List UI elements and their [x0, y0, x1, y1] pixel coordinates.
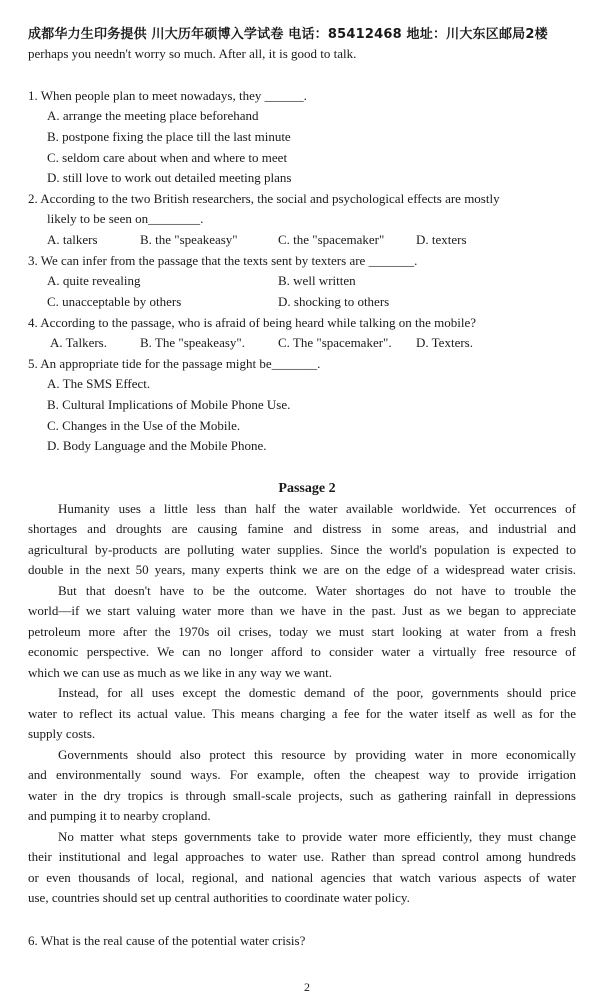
paragraph-2-line-3: petroleum more after the 1970s oil crises, today we must start looking at water from a fresh	[28, 624, 576, 639]
question-2-option-a: A. talkers	[47, 232, 98, 247]
passage-title: Passage 2	[278, 481, 336, 496]
question-1-option-b: B. postpone fixing the place till the last minute	[47, 129, 291, 144]
paragraph-3-line-2: water to reflect its actual value. This means charging a fee for the water itself as well as for the	[28, 706, 576, 721]
paragraph-4-line-2: and environmentally sound ways. For example, often the cheapest way to provide irrigation	[28, 767, 576, 782]
paragraph-4-line-3: water in the dry tropics is through small-scale projects, such as gathering rainfall in depressions	[28, 788, 576, 803]
page-header: 成都华力生印务提供 川大历年硕博入学试卷 电话：85412468 地址：川大东区邮局2楼	[28, 27, 548, 42]
question-4-stem: 4. According to the passage, who is afraid of being heard while talking on the mobile?	[28, 315, 477, 330]
question-6-stem: 6. What is the real cause of the potential water crisis?	[28, 933, 306, 948]
question-5-stem: 5. An appropriate tide for the passage might be_______.	[28, 356, 321, 371]
question-2-option-b: B. the "speakeasy"	[140, 232, 238, 247]
question-2-option-d: D. texters	[416, 232, 467, 247]
paragraph-4-line-1: Governments should also protect this resource by providing water in more economically	[58, 747, 576, 762]
question-2-stem-line-2: likely to be seen on________.	[47, 211, 204, 226]
paragraph-3-line-1: Instead, for all uses except the domestic demand of the poor, governments should price	[58, 685, 576, 700]
paragraph-1-line-1: Humanity uses a little less than half the water available worldwide. Yet occurrences of	[58, 501, 576, 516]
paragraph-5-line-2: their institutional and legal approaches to water use. Rather than spread control among hundreds	[28, 849, 576, 864]
question-4-option-c: C. The "spacemaker".	[278, 335, 392, 350]
question-5-option-a: A. The SMS Effect.	[47, 376, 151, 391]
paragraph-2-line-4: economic perspective. We can no longer afford to consider water a virtually free resource of	[28, 644, 576, 659]
paragraph-4-line-4: and pumping it to nearby cropland.	[28, 808, 211, 823]
question-5-option-d: D. Body Language and the Mobile Phone.	[47, 438, 267, 453]
question-1-option-a: A. arrange the meeting place beforehand	[47, 108, 259, 123]
paragraph-2-line-2: world—if we start valuing water more than we have in the past. Just as we began to appreciate	[28, 603, 576, 618]
paragraph-5-line-3: or even thousands of local, regional, and national agencies that watch various aspects of water	[28, 870, 576, 885]
question-3-option-a: A. quite revealing	[47, 273, 141, 288]
paragraph-1-line-3: agricultural by-products are polluting water supplies. Since the world's population is expected to	[28, 542, 576, 557]
paragraph-2-line-5: which we can use as much as we like in any way we want.	[28, 665, 332, 680]
question-2-option-c: C. the "spacemaker"	[278, 232, 385, 247]
question-4-option-b: B. The "speakeasy".	[140, 335, 245, 350]
page-number: 2	[304, 980, 310, 994]
question-4-option-a: A. Talkers.	[50, 335, 107, 350]
question-1-option-c: C. seldom care about when and where to meet	[47, 150, 288, 165]
intro-line: perhaps you needn't worry so much. After all, it is good to talk.	[28, 46, 357, 61]
question-3-option-b: B. well written	[278, 273, 356, 288]
paragraph-1-line-4: double in the next 50 years, many experts think we are on the edge of a widespread water crisis.	[28, 562, 576, 577]
question-1-option-d: D. still love to work out detailed meeting plans	[47, 170, 292, 185]
question-3-option-c: C. unacceptable by others	[47, 294, 182, 309]
paragraph-3-line-3: supply costs.	[28, 726, 96, 741]
question-2-stem-line-1: 2. According to the two British researchers, the social and psychological effects are mostly	[28, 191, 500, 206]
question-3-stem: 3. We can infer from the passage that the texts sent by texters are _______.	[28, 253, 418, 268]
paragraph-1-line-2: shortages and droughts are causing famine and distress in some areas, and industrial and	[28, 521, 576, 536]
question-5-option-c: C. Changes in the Use of the Mobile.	[47, 418, 241, 433]
paragraph-5-line-1: No matter what steps governments take to provide water more efficiently, they must change	[58, 829, 576, 844]
question-4-option-d: D. Texters.	[416, 335, 473, 350]
question-5-option-b: B. Cultural Implications of Mobile Phone Use.	[47, 397, 291, 412]
question-3-option-d: D. shocking to others	[278, 294, 390, 309]
paragraph-2-line-1: But that doesn't have to be the outcome. Water shortages do not have to trouble the	[58, 583, 576, 598]
question-1-stem: 1. When people plan to meet nowadays, they ______.	[28, 88, 307, 103]
paragraph-5-line-4: use, countries should set up central authorities to coordinate water policy.	[28, 890, 410, 905]
